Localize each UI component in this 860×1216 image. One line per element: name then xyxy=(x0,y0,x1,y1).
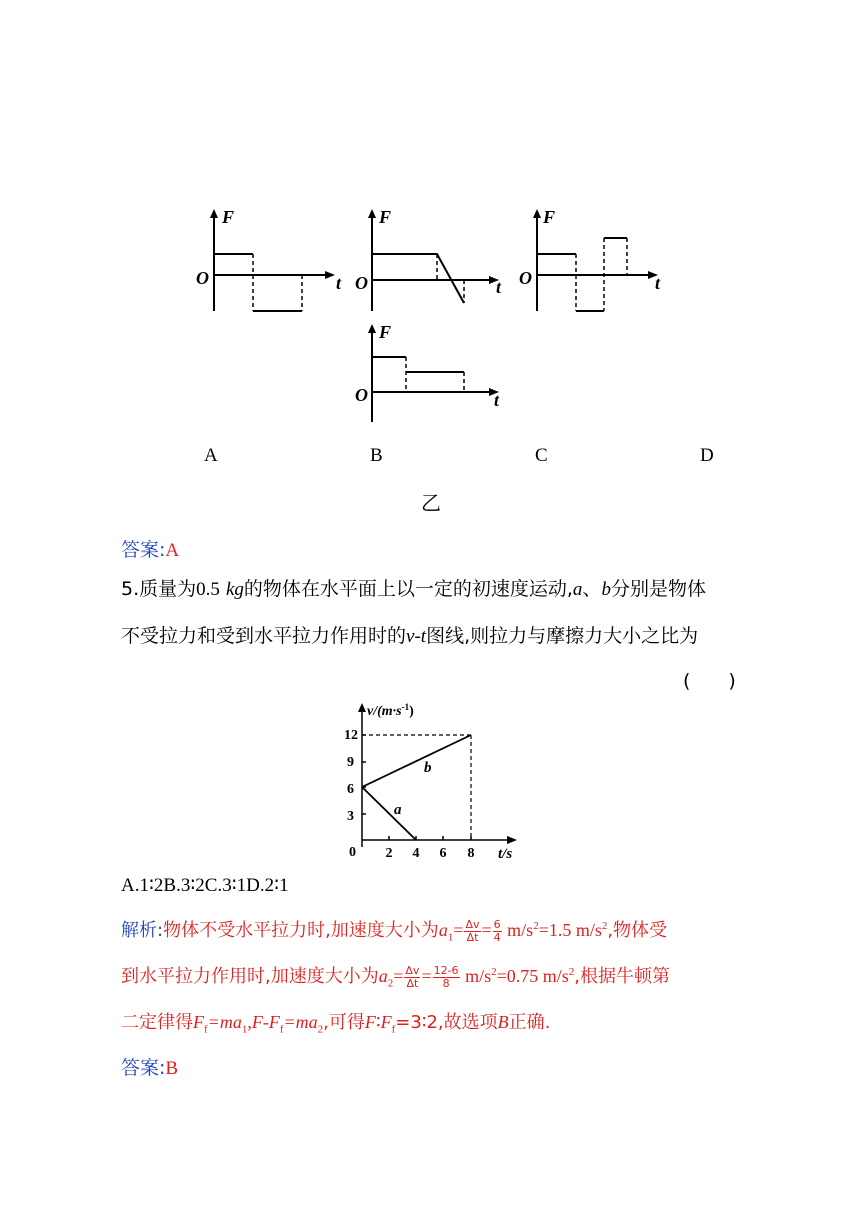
f-axis-arrow xyxy=(368,209,376,218)
fraction-numerator: Δv xyxy=(465,917,480,931)
fraction-numerator: 6 xyxy=(493,917,501,931)
answer-line xyxy=(121,535,179,562)
origin-label: O xyxy=(519,268,532,288)
fraction xyxy=(493,919,502,943)
separator: 、 xyxy=(582,578,602,600)
comma: , xyxy=(247,1012,252,1032)
var-F: F xyxy=(380,1012,392,1032)
answer-paren: ( ) xyxy=(683,670,736,692)
unit: m/s xyxy=(460,966,492,986)
var-vt: v-t xyxy=(406,626,427,647)
superscript: 2 xyxy=(568,966,575,978)
t-axis-arrow xyxy=(507,836,517,844)
var-F: F xyxy=(193,1012,204,1032)
value: =1.5 m/s xyxy=(538,920,602,940)
subscript: 2 xyxy=(387,977,394,990)
solution-text: 二定律得 xyxy=(121,1012,193,1033)
answer-key: 答案: xyxy=(121,1057,166,1079)
answer-key: 答案: xyxy=(121,539,166,561)
fraction-numerator: Δv xyxy=(405,963,420,977)
question-text: 图线,则拉力与摩擦力大小之比为 xyxy=(426,625,699,647)
v-axis-label-close: ) xyxy=(409,704,414,719)
line-a-label: a xyxy=(394,802,402,818)
option-label-d: D xyxy=(700,445,714,466)
question-line-2 xyxy=(121,627,698,646)
value: =0.75 m/s xyxy=(496,966,569,986)
answer-line xyxy=(121,1053,178,1080)
force-graph-c xyxy=(512,205,672,320)
var-F: F xyxy=(268,1012,280,1032)
t-axis-label: t xyxy=(336,273,342,293)
fraction xyxy=(464,919,480,943)
origin-label: O xyxy=(196,268,209,288)
fraction-denominator: 4 xyxy=(493,930,501,944)
subscript: f xyxy=(391,1023,396,1036)
force-graph-a xyxy=(190,205,350,320)
fraction-denominator: Δt xyxy=(466,930,479,944)
y-tick-label: 9 xyxy=(347,755,354,770)
solution-text: ,根据牛顿第 xyxy=(574,966,670,987)
question-line-1 xyxy=(121,580,706,599)
v-axis-label-sup: -1 xyxy=(401,702,410,712)
v-axis-label-text: v/(m·s xyxy=(367,704,402,719)
force-graph-b xyxy=(352,205,512,320)
ratio: ∶ xyxy=(375,1012,381,1033)
f-axis-label: F xyxy=(379,322,392,342)
equals: = xyxy=(421,966,432,986)
fraction-numerator: 12-6 xyxy=(433,963,459,977)
solution-text: 到水平拉力作用时,加速度大小为 xyxy=(121,966,379,987)
var-a2: a xyxy=(378,966,388,986)
mass-value: 0.5 xyxy=(196,579,220,600)
x-tick-label: 4 xyxy=(412,846,420,861)
t-axis-label: t xyxy=(494,390,500,410)
option-label-c: C xyxy=(535,445,548,466)
solution-line-3 xyxy=(121,1008,550,1036)
solution-text: 正确. xyxy=(508,1012,551,1033)
answer-value: B xyxy=(165,1058,179,1079)
t-axis-arrow xyxy=(325,271,335,279)
subscript: 1 xyxy=(447,931,454,944)
solution-line-2 xyxy=(121,962,670,990)
equals: = xyxy=(481,920,492,940)
force-graph-d xyxy=(352,320,512,430)
question-text: 分别是物体 xyxy=(610,578,706,600)
f-axis-label: F xyxy=(222,207,235,227)
option-label-b: B xyxy=(370,445,383,466)
f-axis-label: F xyxy=(379,207,392,227)
f-axis-arrow xyxy=(533,209,541,218)
t-axis-label: t/s xyxy=(498,846,513,862)
fraction-denominator: 8 xyxy=(442,976,450,990)
y-tick-label: 12 xyxy=(344,728,358,743)
var-b: b xyxy=(601,579,611,600)
mass-unit: kg xyxy=(225,579,244,600)
solution-text: ,可得 xyxy=(323,1012,365,1033)
subscript: 1 xyxy=(241,1023,248,1036)
line-b-label: b xyxy=(424,760,432,776)
choices-line: A.1∶2B.3∶2C.3∶1D.2∶1 xyxy=(121,875,289,896)
var-ma: =ma xyxy=(207,1012,242,1032)
t-axis-label: t xyxy=(496,277,502,297)
solution-text: =3∶2,故选项 xyxy=(395,1012,498,1033)
superscript: 2 xyxy=(601,920,608,932)
fraction-denominator: Δt xyxy=(406,976,419,990)
fraction xyxy=(404,965,420,989)
line-a xyxy=(362,787,416,840)
solution-line-1 xyxy=(121,916,667,944)
question-text: 不受拉力和受到水平拉力作用时的 xyxy=(121,625,407,647)
f-axis-arrow xyxy=(368,324,376,333)
x-tick-label: 2 xyxy=(385,846,393,861)
answer-value: A xyxy=(165,540,180,561)
subscript: f xyxy=(204,1023,208,1036)
origin-label: O xyxy=(355,385,368,405)
superscript: 2 xyxy=(533,920,539,932)
v-axis-label xyxy=(367,702,414,719)
var-B: B xyxy=(497,1012,509,1032)
var-a: a xyxy=(572,579,583,600)
var-F: F xyxy=(364,1012,376,1032)
subscript: f xyxy=(279,1023,284,1036)
x-tick-label: 8 xyxy=(467,846,475,861)
question-text: 5.质量为 xyxy=(121,578,197,600)
force-line xyxy=(372,254,464,303)
origin-label: O xyxy=(355,273,368,293)
var-F: F xyxy=(251,1012,263,1032)
var-a1: a xyxy=(438,920,448,940)
equals: = xyxy=(393,966,404,986)
y-tick-label: 3 xyxy=(347,809,354,824)
figure-caption: 乙 xyxy=(421,491,441,515)
subscript: 2 xyxy=(317,1023,324,1036)
fraction xyxy=(433,965,460,989)
y-tick-label: 6 xyxy=(347,782,354,797)
unit: m/s xyxy=(502,920,534,940)
v-axis-arrow xyxy=(358,703,366,712)
vt-chart xyxy=(330,697,520,865)
line-b xyxy=(362,735,471,787)
question-text: 的物体在水平面上以一定的初速度运动, xyxy=(243,578,573,600)
solution-key: 解析: xyxy=(121,920,164,941)
var-ma: =ma xyxy=(283,1012,318,1032)
x-tick-label: 6 xyxy=(439,846,447,861)
f-axis-arrow xyxy=(210,209,218,218)
option-label-a: A xyxy=(204,445,218,466)
equals: = xyxy=(453,920,464,940)
y-tick-label: 0 xyxy=(349,845,356,860)
t-axis-label: t xyxy=(655,273,661,293)
solution-text: 物体不受水平拉力时,加速度大小为 xyxy=(163,920,439,941)
superscript: 2 xyxy=(491,966,497,978)
minus: - xyxy=(262,1012,269,1032)
f-axis-label: F xyxy=(543,207,556,227)
solution-text: ,物体受 xyxy=(607,920,668,941)
